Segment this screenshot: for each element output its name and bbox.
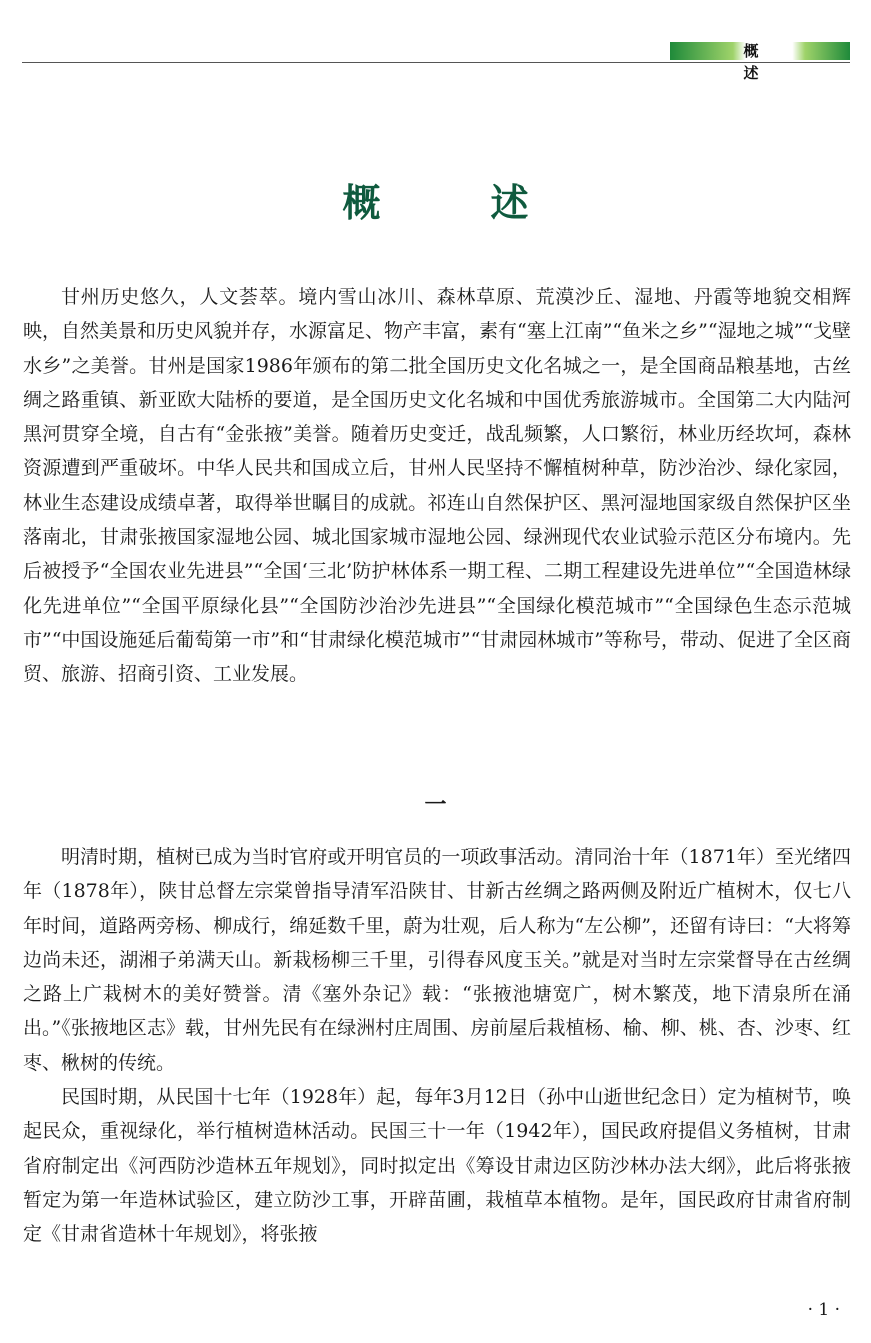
intro-section	[23, 280, 851, 692]
page-number: · 1 ·	[807, 1300, 840, 1320]
page-title: 概述	[342, 181, 639, 225]
section-one-body	[23, 840, 851, 1252]
intro-paragraph: 甘州历史悠久，人文荟萃。境内雪山冰川、森林草原、荒漠沙丘、湿地、丹霞等地貌交相辉映，自然美景和历史风貌并存，水源富足、物产丰富，素有“塞上江南”“鱼米之乡”“湿地之城”“戈壁水乡”之美誉。甘州是国家1986年颁布的第二批全国历史文化名城之一，是全国商品粮基地，古丝绸之路重镇、新亚欧大陆桥的要道，是全国历史文化名城和中国优秀旅游城市。全国第二大内陆河黑河贯穿全境，自古有“金张掖”美誉。随着历史变迁，战乱频繁，人口繁衍，林业历经坎坷，森林资源遭到严重破坏。中华人民共和国成立后，甘州人民坚持不懈植树种草，防沙治沙、绿化家园，林业生态建设成绩卓著，取得举世瞩目的成就。祁连山自然保护区、黑河湿地国家级自然保护区坐落南北，甘肃张掖国家湿地公园、城北国家城市湿地公园、绿洲现代农业试验示范区分布境内。先后被授予“全国农业先进县”“全国‘三北’防护林体系一期工程、二期工程建设先进单位”“全国造林绿化先进单位”“全国平原绿化县”“全国防沙治沙先进县”“全国绿化模范城市”“全国绿色生态示范城市”“中国设施延后葡萄第一市”和“甘肃绿化模范城市”“甘肃园林城市”等称号，带动、促进了全区商贸、旅游、招商引资、工业发展。	[23, 286, 851, 686]
header-divider	[22, 62, 850, 63]
paragraph-ming-qing: 明清时期，植树已成为当时官府或开明官员的一项政事活动。清同治十年（1871年）至光绪四年（1878年），陕甘总督左宗棠曾指导清军沿陕甘、甘新古丝绸之路两侧及附近广植树木，仅七八年时间，道路两旁杨、柳成行，绵延数千里，蔚为壮观，后人称为“左公柳”，还留有诗曰：“大将筹边尚未还，湖湘子弟满天山。新栽杨柳三千里，引得春风度玉关。”就是对当时左宗棠督导在古丝绸之路上广栽树木的美好赞誉。清《塞外杂记》载：“张掖池塘宽广，树木繁茂，地下清泉所在涌出。”《张掖地区志》载，甘州先民有在绿洲村庄周围、房前屋后栽植杨、榆、柳、桃、杏、沙枣、红枣、楸树的传统。	[23, 846, 851, 1074]
section-number-one: 一	[424, 792, 447, 818]
paragraph-minguo: 民国时期，从民国十七年（1928年）起，每年3月12日（孙中山逝世纪念日）定为植树节，唤起民众，重视绿化，举行植树造林活动。民国三十一年（1942年），国民政府提倡义务植树，甘肃省府制定出《河西防沙造林五年规划》，同时拟定出《筹设甘肃边区防沙林办法大纲》，此后将张掖暂定为第一年造林试验区，建立防沙工事，开辟苗圃，栽植草本植物。是年，国民政府甘肃省府制定《甘肃省造林十年规划》，将张掖	[23, 1086, 851, 1246]
header-section-label: 概 述	[743, 42, 802, 82]
